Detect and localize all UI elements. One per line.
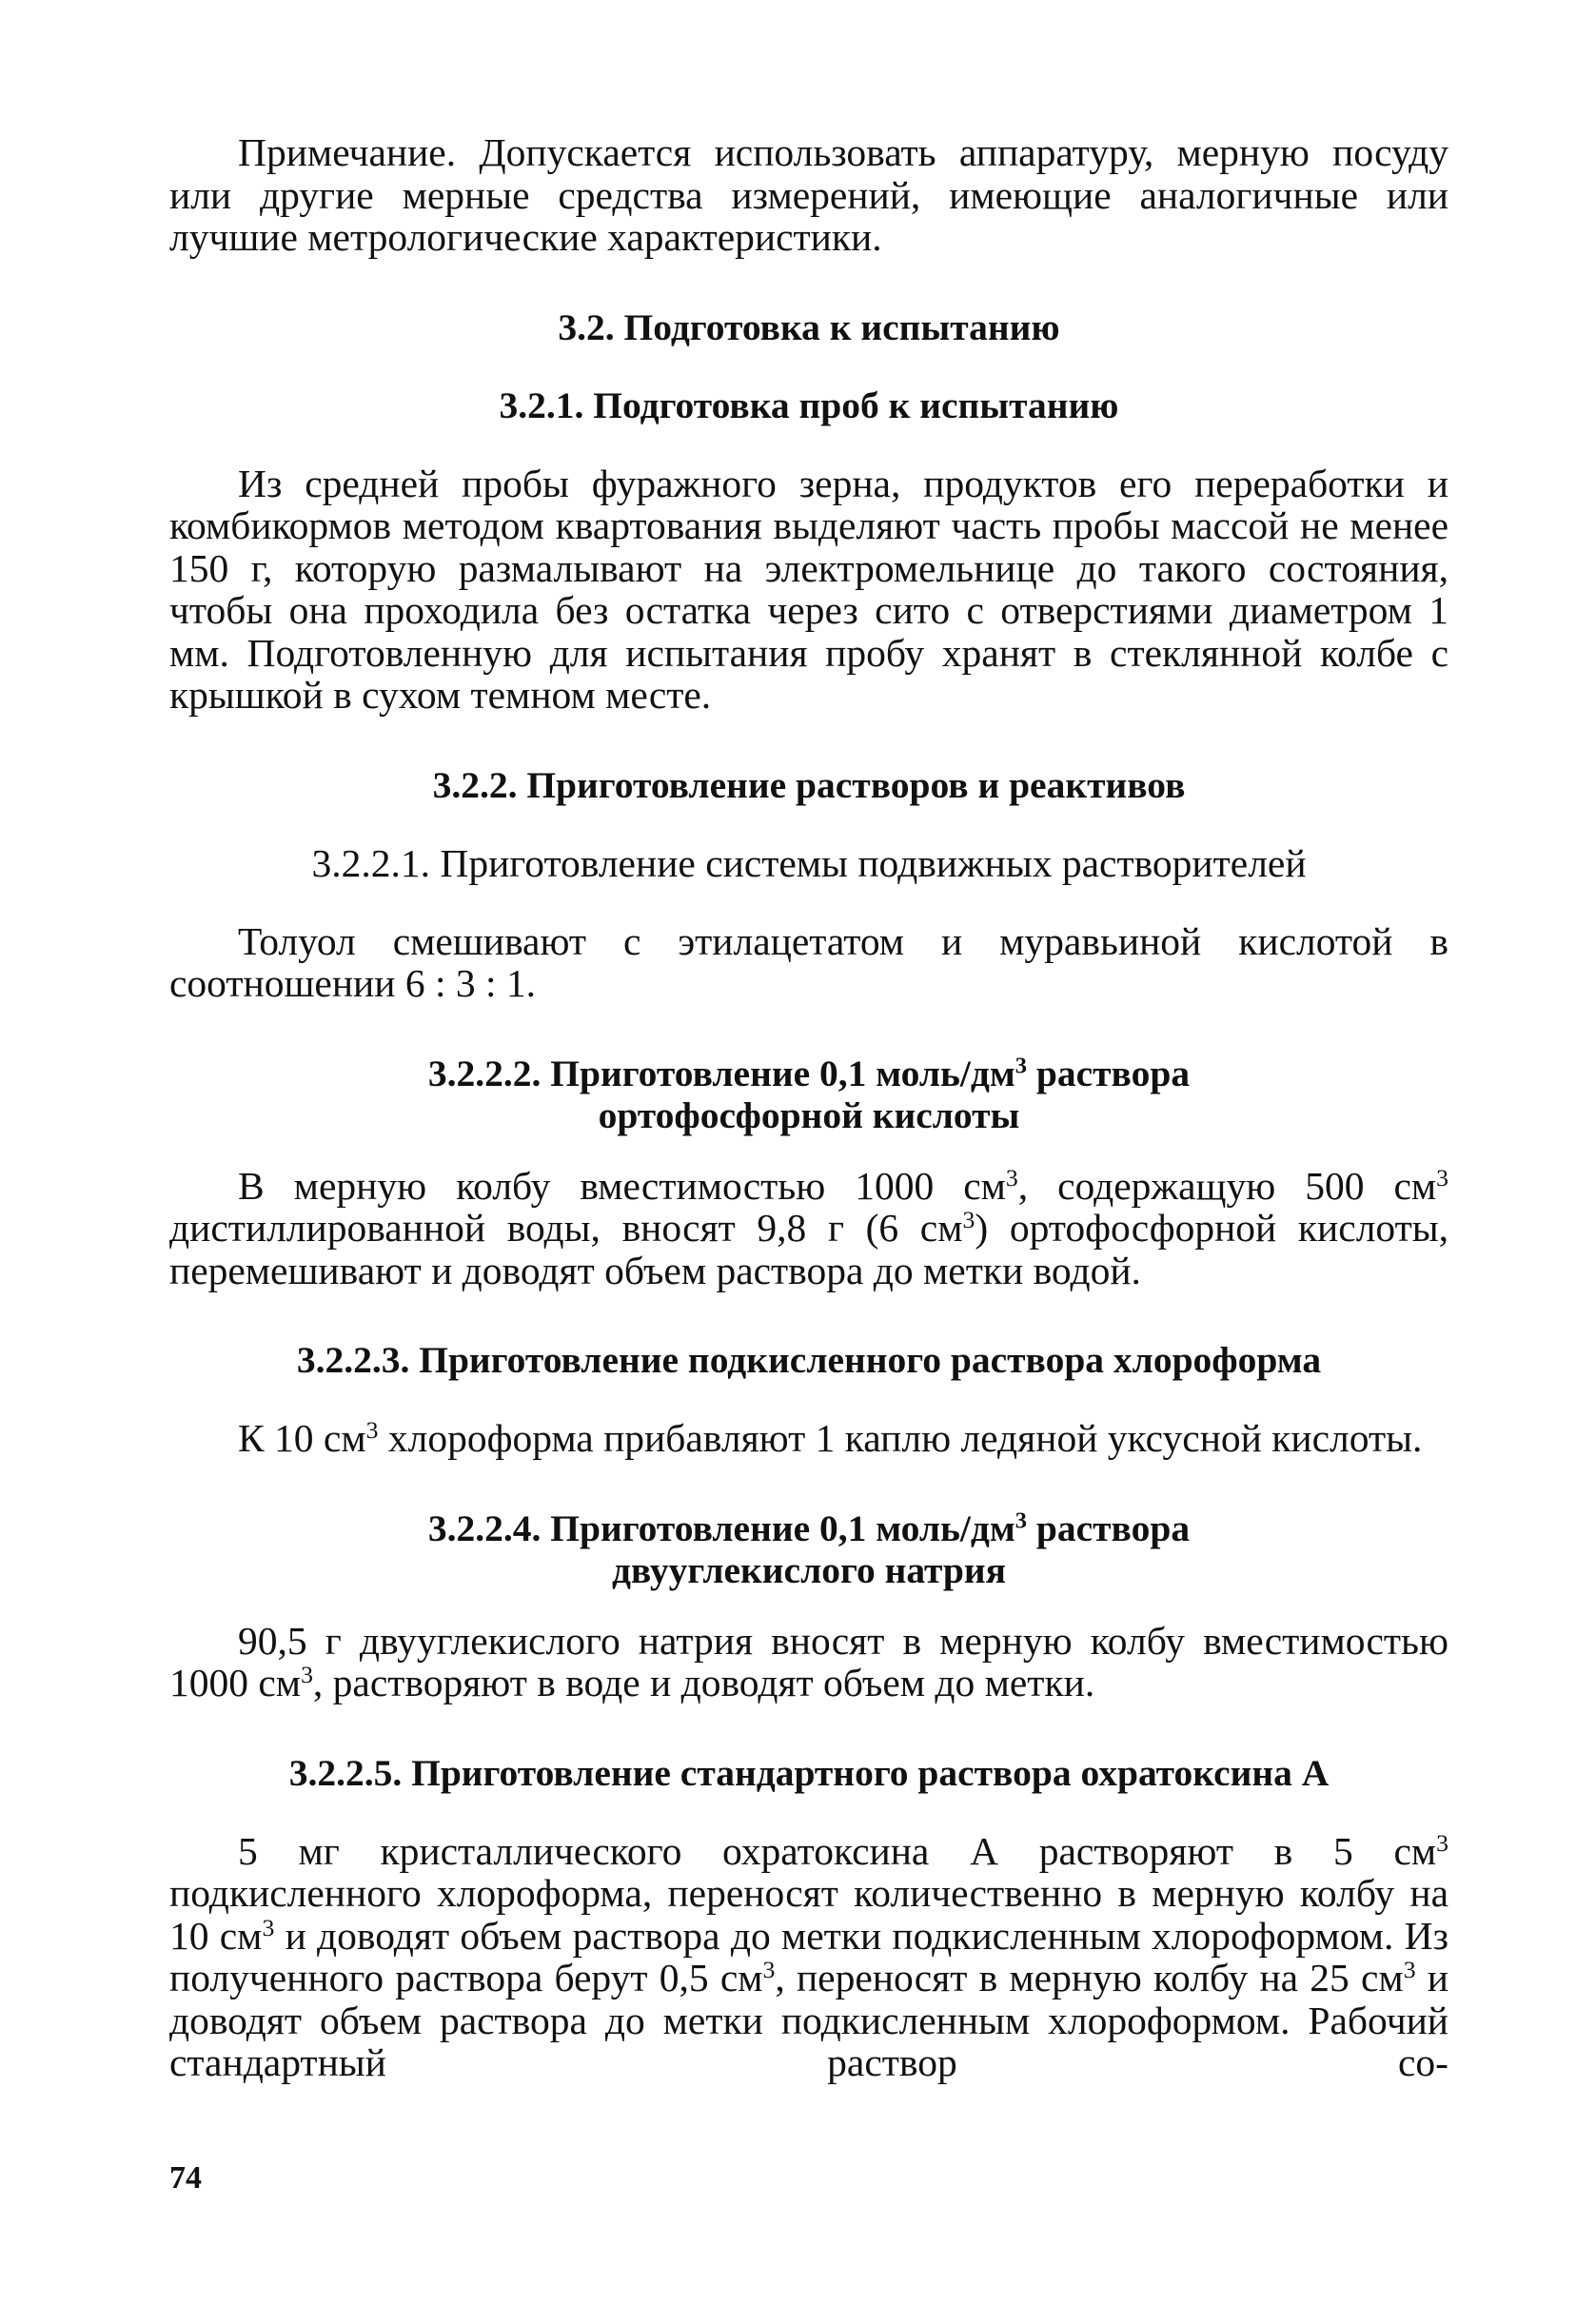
superscript: 3 xyxy=(301,1660,313,1688)
note-paragraph: Примечание. Допускается использовать аппаратуру, мерную посуду или другие мерные средства измерений, имеющие аналогичные или лучшие метрологические характеристики. xyxy=(169,130,1448,259)
text-span: , растворяют в воде и доводят объем до метки. xyxy=(312,1661,1095,1704)
heading-line-2: двууглекислого натрия xyxy=(611,1548,1007,1591)
text-span: хлороформа прибавляют 1 каплю ледяной уксусной кислоты. xyxy=(378,1416,1423,1460)
heading-line-2: ортофосфорной кислоты xyxy=(598,1093,1020,1136)
section-3-2-2-3-heading: 3.2.2.3. Приготовление подкисленного раствора хлороформа xyxy=(296,1339,1322,1381)
page-number: 74 xyxy=(169,2160,202,2196)
text-span: и доводят объем раствора до метки подкисленным хлороформом. Рабочий стандартный раствор со- xyxy=(169,1956,1448,2084)
text-span: , содержащую 500 см xyxy=(1017,1163,1437,1208)
heading-line-1 xyxy=(428,1507,1190,1549)
section-3-2-1-paragraph: Из средней пробы фуражного зерна, продуктов его переработки и комбикормов методом квартования выделяют часть пробы массой не менее 150 г, которую размалывают на электромельнице до такого состояния, чтобы она проходила без остатка через сито с отверстиями диаметром 1 мм. Подготовленную для испытания пробу хранят в стеклянной колбе с крышкой в сухом темном месте. xyxy=(169,461,1448,717)
text-span: 5 мг кристаллического охратоксина А растворяют в 5 см xyxy=(238,1828,1437,1873)
section-3-2-2-4-heading xyxy=(169,1507,1448,1591)
section-3-2-2-5-heading: 3.2.2.5. Приготовление стандартного раствора охратоксина А xyxy=(288,1751,1330,1794)
superscript: 3 xyxy=(1005,1163,1018,1192)
text-span: ) ортофосфорной кислоты, перемешивают и доводят объем раствора до метки водой. xyxy=(169,1206,1448,1292)
superscript: 3 xyxy=(1403,1955,1416,1983)
text-span: , переносят в мерную колбу на 25 см xyxy=(775,1956,1404,2000)
superscript: 3 xyxy=(1436,1163,1448,1192)
text-span: и доводят объем раствора до метки подкисленным хлороформом. Из полученного раствора берут 0,5 см xyxy=(169,1913,1448,2000)
heading-text: 3.2.2.4. Приготовление 0,1 моль/дм xyxy=(427,1507,1015,1549)
heading-text: 3.2.2.2. Приготовление 0,1 моль/дм xyxy=(427,1052,1015,1094)
section-3-2-2-2-paragraph xyxy=(169,1165,1448,1292)
section-3-2-2-5-paragraph xyxy=(169,1830,1448,2084)
text-span: дистиллированной воды, вносят 9,8 г (6 см xyxy=(169,1206,963,1250)
superscript: 3 xyxy=(262,1913,275,1941)
superscript: 3 xyxy=(962,1205,975,1233)
section-3-2-2-4-paragraph xyxy=(169,1620,1448,1704)
text-span: 90,5 г двууглекислого натрия вносят в мерную колбу вместимостью 1000 см xyxy=(169,1618,1448,1704)
superscript: 3 xyxy=(365,1415,379,1444)
section-3-2-2-heading: 3.2.2. Приготовление растворов и реактивов xyxy=(432,763,1186,806)
section-3-2-1-heading: 3.2.1. Подготовка проб к испытанию xyxy=(499,384,1119,426)
section-3-2-2-1-paragraph: Толуол смешивают с этилацетатом и муравьиной кислотой в соотношении 6 : 3 : 1. xyxy=(169,918,1448,1005)
superscript: 3 xyxy=(1015,1053,1028,1079)
heading-text: раствора xyxy=(1027,1507,1191,1549)
section-3-2-2-1-heading: 3.2.2.1. Приготовление системы подвижных растворителей xyxy=(311,840,1307,885)
section-3-2-2-2-heading xyxy=(169,1053,1448,1136)
section-3-2-2-3-paragraph xyxy=(169,1417,1448,1460)
superscript: 3 xyxy=(1015,1507,1028,1534)
text-span: В мерную колбу вместимостью 1000 см xyxy=(238,1163,1006,1208)
section-3-2-heading: 3.2. Подготовка к испытанию xyxy=(558,305,1060,348)
text-span: К 10 см xyxy=(238,1416,366,1460)
text-span: подкисленного хлороформа, переносят количественно в мерную колбу на 10 см xyxy=(169,1871,1448,1958)
superscript: 3 xyxy=(762,1955,776,1983)
heading-line-1 xyxy=(428,1053,1190,1094)
heading-text: раствора xyxy=(1027,1052,1191,1094)
superscript: 3 xyxy=(1436,1828,1448,1857)
document-page xyxy=(169,131,1448,2084)
